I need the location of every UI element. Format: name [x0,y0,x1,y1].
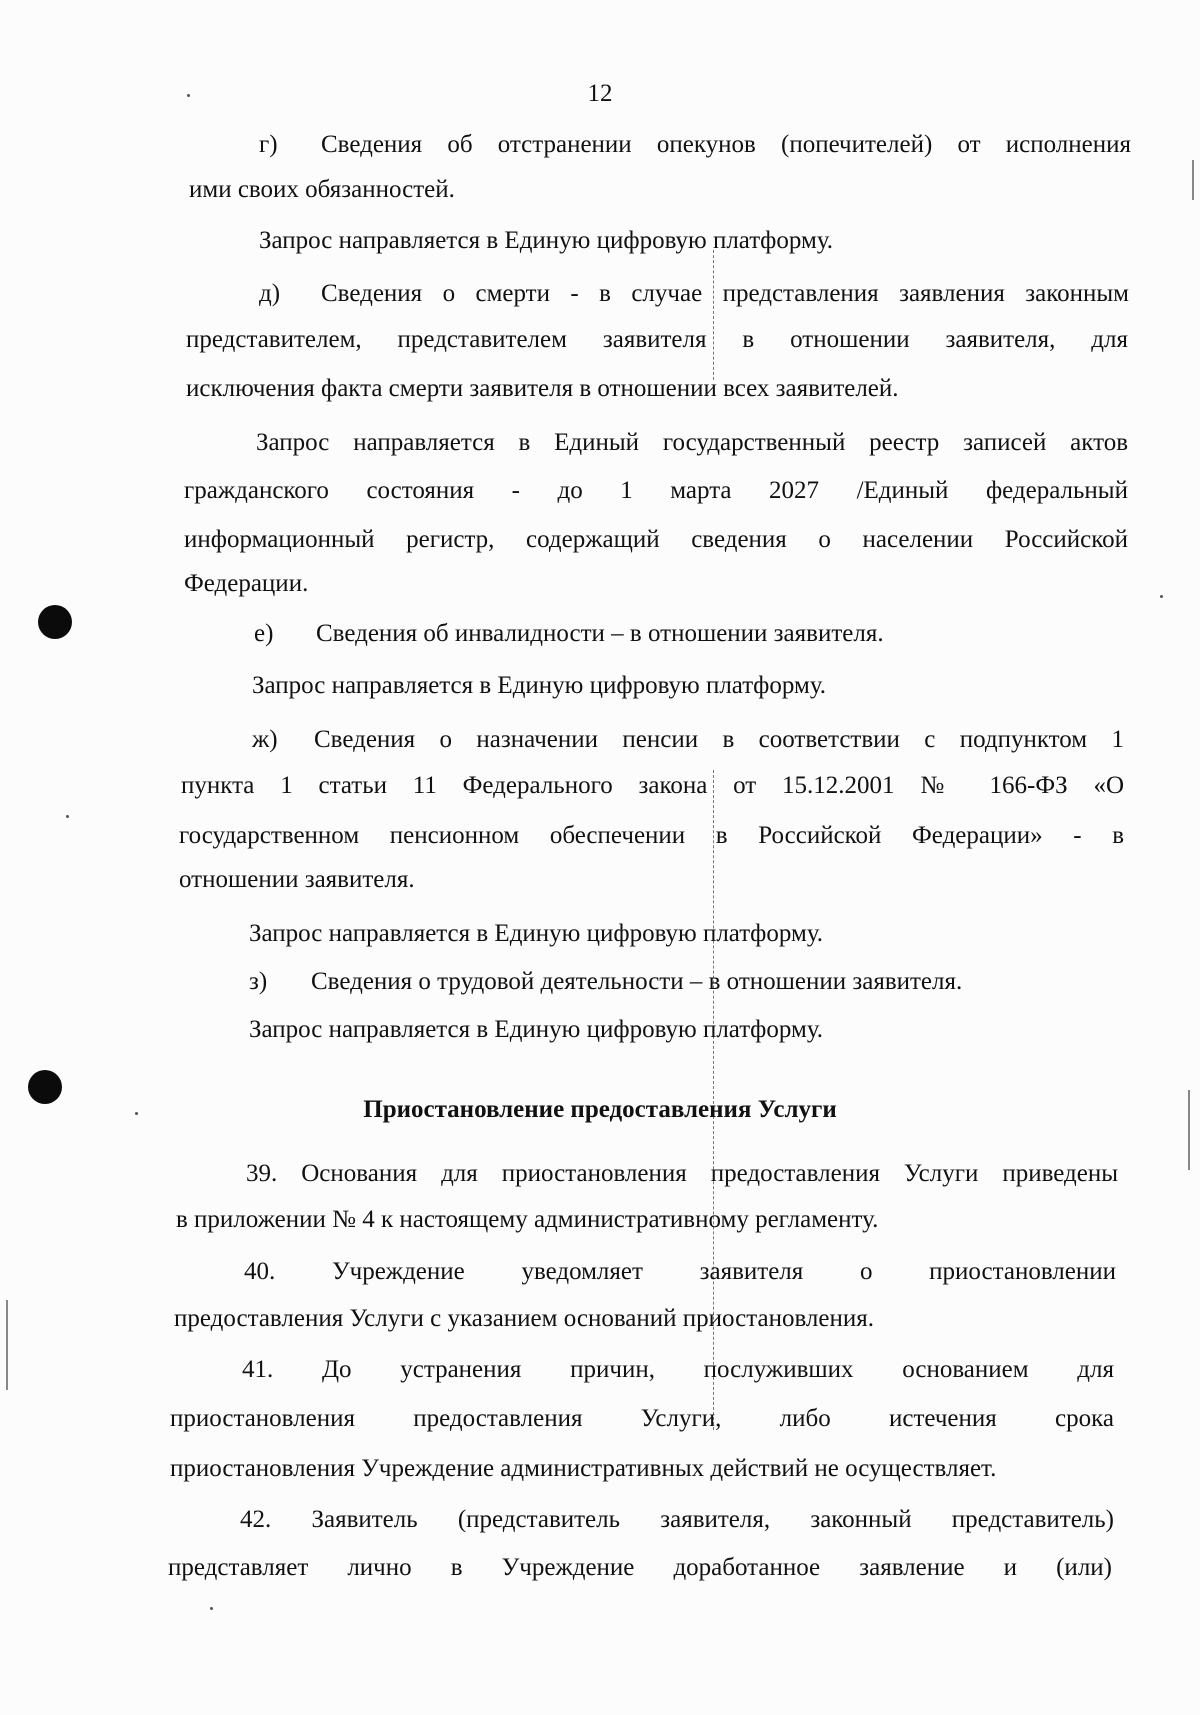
item-d-line-3: исключения факта смерти заявителя в отношении всех заявителей. [186,375,899,402]
request-line-4: Федерации. [184,570,309,597]
paragraph-40-line-1: 40. Учреждение уведомляет заявителя о приостановлении [244,1258,1116,1285]
item-g-line-2: ими своих обязанностей. [189,176,455,203]
item-zh-line-4: отношении заявителя. [179,866,415,893]
item-zh-line-3: государственном пенсионном обеспечении в Российской Федерации» - в [179,822,1124,849]
request-line: Запрос направляется в Единую цифровую платформу. [249,1016,824,1043]
paragraph-41-line-1: 41. До устранения причин, послуживших основанием для [242,1356,1114,1383]
item-d-line-2: представителем, представителем заявителя в отношении заявителя, для [186,326,1128,353]
section-heading: Приостановление предоставления Услуги [363,1096,837,1123]
item-e-line-1: е) Сведения об инвалидности – в отношении заявителя. [254,620,884,647]
paragraph-42-line-2: представляет лично в Учреждение доработанное заявление и (или) [168,1554,1112,1581]
item-marker: е) [254,620,274,647]
scan-speck [210,1607,213,1610]
item-g-line-1: г) Сведения об отстранении опекунов (попечителей) от исполнения [259,131,1131,158]
item-z-line-1: з) Сведения о трудовой деятельности – в отношении заявителя. [249,968,963,995]
request-line-2: гражданского состояния - до 1 марта 2027 /Единый федеральный [184,477,1128,504]
fold-line-upper [713,250,714,380]
paragraph-40-line-2: предоставления Услуги с указанием оснований приостановления. [174,1305,875,1332]
punch-hole-top [38,605,72,639]
item-marker: д) [259,280,281,307]
item-marker: г) [259,131,278,158]
page-number: 12 [587,80,613,107]
scan-speck [1160,595,1163,598]
request-line: Запрос направляется в Единую цифровую платформу. [259,227,834,254]
request-line-1: Запрос направляется в Единый государственный реестр записей актов [256,429,1128,456]
item-marker: ж) [252,726,278,753]
item-zh-line-2: пункта 1 статьи 11 Федерального закона от 15.12.2001 № 166-ФЗ «О [181,772,1124,799]
item-zh-line-1: ж) Сведения о назначении пенсии в соответствии с подпунктом 1 [252,726,1124,753]
paragraph-41-line-2: приостановления предоставления Услуги, либо истечения срока [170,1405,1114,1432]
edge-mark-left [6,1300,8,1390]
item-d-line-1: д) Сведения о смерти - в случае представления заявления законным [259,280,1129,307]
scan-speck [66,815,69,818]
request-line: Запрос направляется в Единую цифровую платформу. [249,920,824,947]
request-line-3: информационный регистр, содержащий сведения о населении Российской [184,526,1128,553]
edge-mark-right-1 [1192,160,1194,200]
paragraph-39-line-2: в приложении № 4 к настоящему административному регламенту. [176,1206,879,1233]
request-line: Запрос направляется в Единую цифровую платформу. [252,672,827,699]
paragraph-39-line-1: 39. Основания для приостановления предоставления Услуги приведены [246,1160,1118,1187]
item-marker: з) [249,968,268,995]
paragraph-41-line-3: приостановления Учреждение административных действий не осуществляет. [170,1455,997,1482]
paragraph-42-line-1: 42. Заявитель (представитель заявителя, законный представитель) [240,1506,1114,1533]
